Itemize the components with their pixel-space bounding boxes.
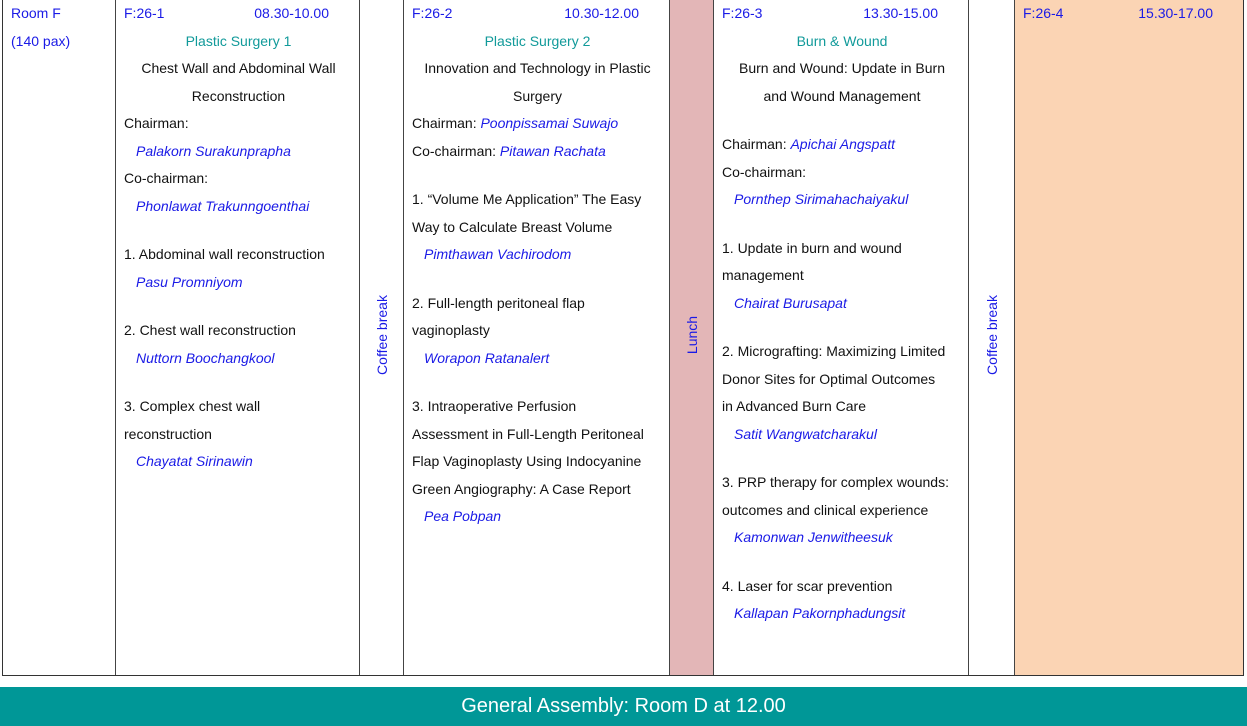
talk-speaker: Chairat Burusapat: [734, 294, 847, 311]
session-header: [412, 0, 663, 28]
room-capacity: (140 pax): [11, 32, 71, 49]
session-track: Burn & Wound: [796, 32, 888, 49]
talk-item: [124, 241, 353, 296]
talk-item: [412, 290, 663, 373]
chairman-label: Chairman:: [124, 115, 189, 131]
session-header: [1023, 0, 1237, 28]
talk-title: vaginoplasty: [412, 322, 490, 338]
talk-title: Flap Vaginoplasty Using Indocyanine: [412, 453, 642, 469]
room-column: [3, 0, 115, 675]
lunch-column: [669, 0, 713, 675]
talk-speaker: Nuttorn Boochangkool: [136, 349, 275, 366]
cochairman-label: Co-chairman:: [722, 163, 807, 180]
session-time: 10.30-12.00: [564, 5, 639, 21]
coffee-break-column: [359, 0, 403, 675]
cochairman-name: Pornthep Sirimahachaiyakul: [734, 191, 909, 207]
talk-speaker: Satit Wangwatcharakul: [734, 425, 877, 442]
talk-title: 1. Update in burn and wound: [722, 239, 902, 256]
cochairman-name: Phonlawat Trakunngoenthai: [136, 197, 310, 214]
talk-title: Donor Sites for Optimal Outcomes: [722, 370, 936, 387]
talk-title: in Advanced Burn Care: [722, 398, 866, 414]
schedule-table: [2, 0, 1244, 676]
session-code: F:26-1: [124, 5, 165, 21]
session-f26-1: [115, 0, 359, 675]
general-assembly-banner: General Assembly: Room D at 12.00: [0, 687, 1247, 726]
talk-title: 1. Abdominal wall reconstruction: [124, 246, 325, 262]
session-title: Reconstruction: [191, 87, 286, 104]
talk-speaker: Pasu Promniyom: [136, 273, 243, 290]
talk-speaker: Pea Pobpan: [424, 508, 502, 524]
talk-title: management: [722, 267, 804, 283]
talk-title: Assessment in Full-Length Peritoneal: [412, 425, 644, 442]
chairman-label: Chairman:: [722, 136, 791, 152]
chairman-row: [412, 110, 663, 138]
talk-title: 1. “Volume Me Application” The Easy: [412, 191, 642, 207]
talk-speaker: Pimthawan Vachirodom: [424, 246, 572, 262]
talk-item: [412, 393, 663, 531]
talk-item: [124, 317, 353, 372]
talk-title: Way to Calculate Breast Volume: [412, 218, 613, 235]
session-f26-4: [1014, 0, 1243, 675]
session-title: and Wound Management: [763, 87, 921, 104]
talk-speaker: Kallapan Pakornphadungsit: [734, 605, 906, 621]
talk-title: 2. Chest wall reconstruction: [124, 322, 296, 338]
talk-item: [722, 235, 962, 318]
session-time: 13.30-15.00: [863, 5, 938, 21]
chairman-name: Palakorn Surakunprapha: [136, 142, 291, 159]
talk-speaker: Chayatat Sirinawin: [136, 453, 253, 469]
session-title: Surgery: [512, 87, 563, 104]
session-f26-3: [713, 0, 968, 675]
talk-title: 3. Intraoperative Perfusion: [412, 398, 577, 414]
talk-item: [722, 573, 962, 628]
talk-title: 2. Micrografting: Maximizing Limited: [722, 343, 946, 359]
session-code: F:26-4: [1023, 5, 1064, 21]
session-time: 15.30-17.00: [1138, 5, 1213, 21]
talk-item: [722, 338, 962, 448]
session-title: Innovation and Technology in Plastic: [424, 60, 651, 76]
talk-speaker: Kamonwan Jenwitheesuk: [734, 529, 893, 545]
room-name: Room F: [11, 5, 61, 21]
cochairman-label: Co-chairman:: [412, 142, 500, 159]
session-time: 08.30-10.00: [254, 5, 329, 21]
coffee-break-column: [968, 0, 1014, 675]
talk-title: 3. PRP therapy for complex wounds:: [722, 474, 949, 490]
cochairman-row: [412, 138, 663, 166]
session-header: [722, 0, 962, 28]
talk-title: 4. Laser for scar prevention: [722, 577, 893, 594]
talk-item: [722, 469, 962, 552]
session-f26-2: [403, 0, 669, 675]
talk-title: outcomes and clinical experience: [722, 501, 929, 518]
chairman-name: Poonpissamai Suwajo: [480, 115, 619, 131]
session-track: Plastic Surgery 2: [484, 32, 591, 49]
chairman-label: Chairman:: [412, 115, 481, 131]
talk-item: [412, 186, 663, 269]
session-code: F:26-3: [722, 5, 763, 21]
coffee-break-label: Coffee break: [373, 295, 390, 375]
coffee-break-label: Coffee break: [983, 295, 1000, 375]
session-header: [124, 0, 353, 28]
chairman-row: [722, 131, 962, 159]
talk-title: 2. Full-length peritoneal flap: [412, 294, 585, 311]
session-title: Burn and Wound: Update in Burn: [739, 60, 945, 76]
session-title: Chest Wall and Abdominal Wall: [141, 60, 336, 76]
talk-speaker: Worapon Ratanalert: [424, 349, 550, 366]
talk-title: 3. Complex chest wall: [124, 398, 261, 414]
talk-title: reconstruction: [124, 425, 212, 442]
session-code: F:26-2: [412, 5, 453, 21]
lunch-label: Lunch: [683, 315, 700, 355]
chairman-name: Apichai Angspatt: [790, 136, 896, 152]
cochairman-label: Co-chairman:: [124, 170, 209, 186]
cochairman-name: Pitawan Rachata: [499, 142, 606, 159]
session-track: Plastic Surgery 1: [185, 32, 292, 49]
talk-item: [124, 393, 353, 476]
talk-title: Green Angiography: A Case Report: [412, 480, 631, 497]
